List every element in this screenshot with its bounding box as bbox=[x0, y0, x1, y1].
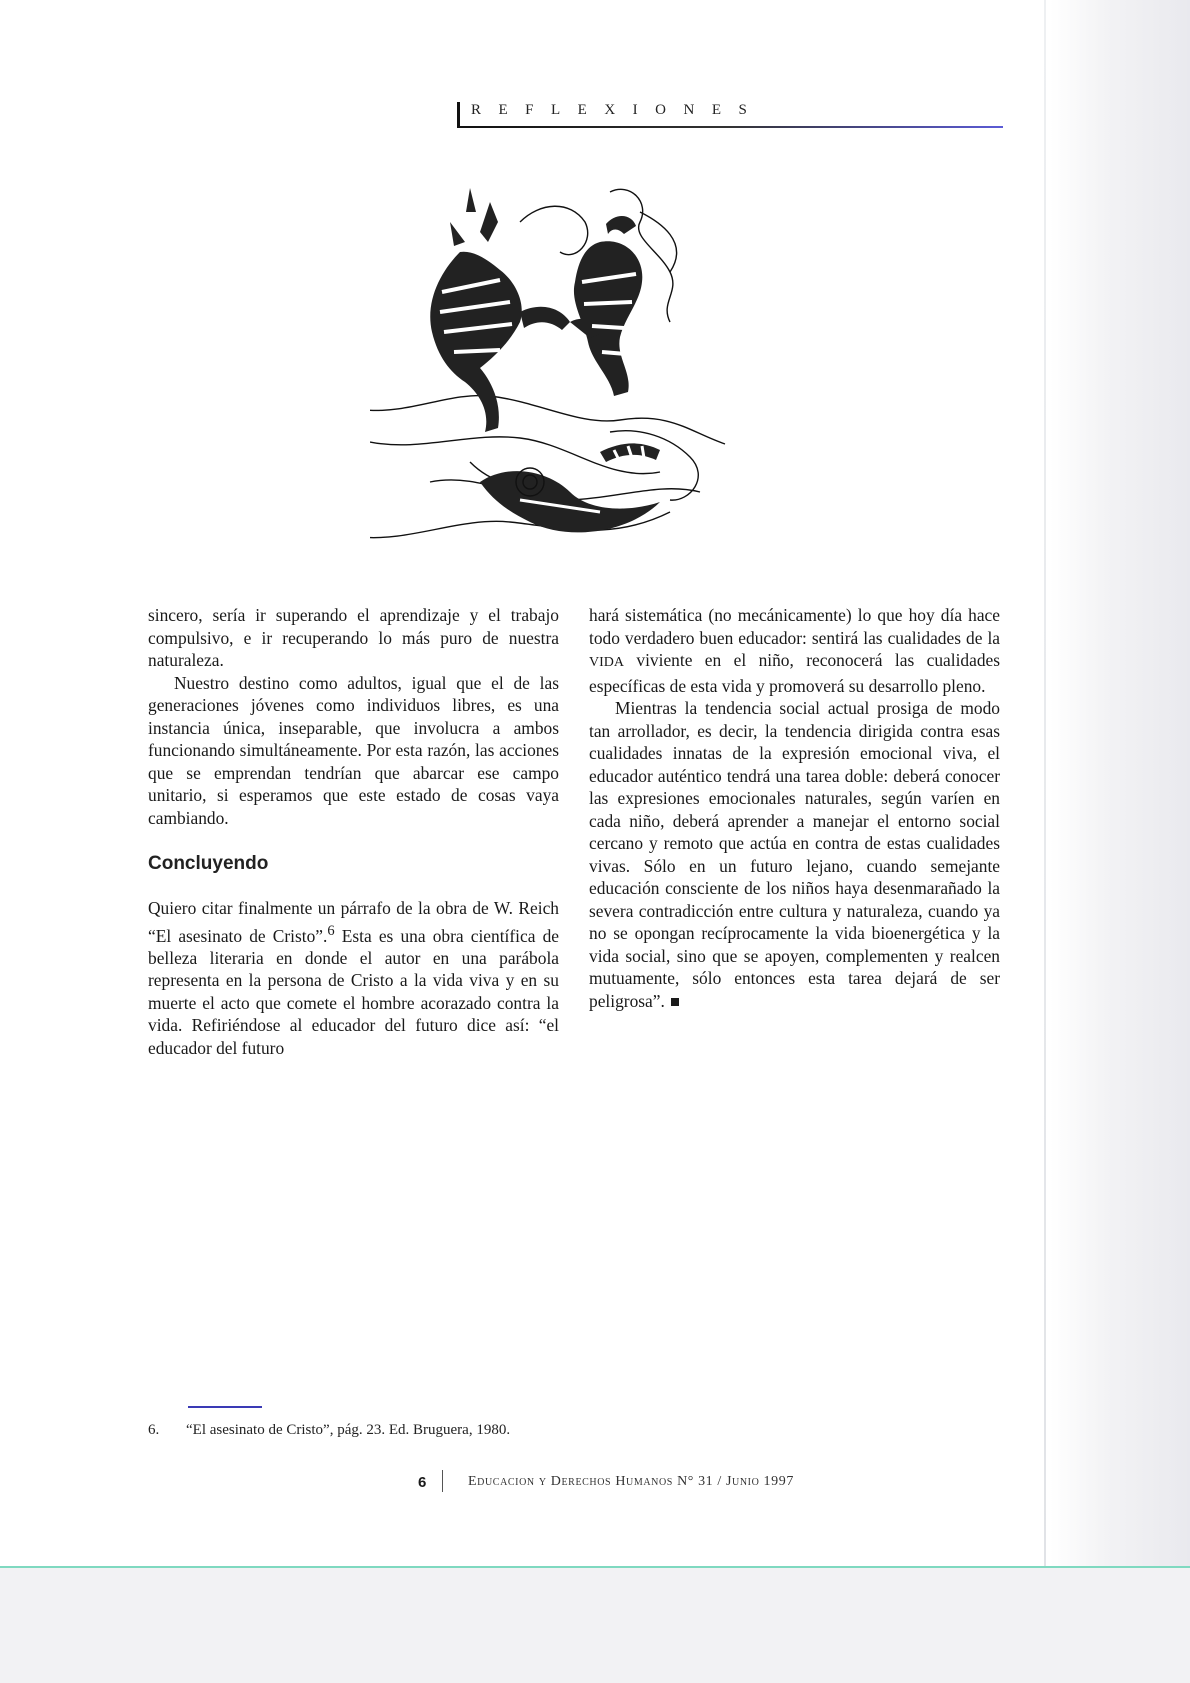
header-rule bbox=[457, 126, 1003, 128]
closing-text: Mientras la tendencia social actual prosiga de modo tan arrollador, es decir, la tendencia dirigida contra esas cualidades innatas de la expresión emocional viva, el educador auténtico tendrá una tarea doble: deberá conocer las expresiones emocionales naturales, según varíen en cada niño, deberá aprender a manejar el entorno social cercano y remoto que actúa en contra de estas cualidades vivas. Sólo en un futuro lejano, cuando semejante educación consciente de los niños haya desenmarañado la severa contradicción entre cultura y naturaleza, cuando ya no se opongan recíprocamente la vida bioenergética y la vida social, sino que se apoyen, complementen y realcen mutuamente, sólo entonces esta tarea dejará de ser peligrosa”. bbox=[589, 698, 1000, 1011]
paragraph-start: hará sistemática (no mecánicamente) lo que hoy día hace todo verdadero buen educador: sentirá las cualidades de la bbox=[589, 605, 1000, 648]
scan-edge-shadow bbox=[1050, 0, 1190, 1683]
footnote-rule bbox=[188, 1406, 262, 1408]
quote-paragraph-start: Quiero citar finalmente un párrafo de la obra de W. Reich “El asesinato de Cristo”. bbox=[148, 898, 559, 946]
scan-edge-line bbox=[1044, 0, 1046, 1683]
paragraph: sincero, sería ir superando el aprendizaje y el trabajo compulsivo, e ir recuperando lo más puro de nuestra naturaleza. bbox=[148, 605, 559, 670]
quote-paragraph-end: Esta es una obra científica de belleza literaria en donde el autor en una parábola representa en la persona de Cristo a la vida viva y en su muerte el acto que comete el hombre acorazado contra la vida. Refiriéndose al educador del futuro dice así: “el educador del futuro bbox=[148, 925, 559, 1058]
left-column bbox=[148, 604, 559, 1059]
footnote-text: “El asesinato de Cristo”, pág. 23. Ed. Bruguera, 1980. bbox=[186, 1422, 511, 1438]
footnote-ref: 6 bbox=[327, 922, 335, 939]
abstract-dancing-figures-illustration bbox=[370, 182, 770, 582]
section-label: REFLEXIONES bbox=[471, 102, 765, 118]
header-bar bbox=[457, 102, 460, 126]
footnote bbox=[148, 1422, 510, 1439]
footnote-number: 6. bbox=[148, 1422, 160, 1438]
journal-name: Educacion y Derechos Humanos N° 31 / Junio 1997 bbox=[468, 1474, 794, 1489]
folio-separator bbox=[442, 1470, 443, 1492]
section-heading: Concluyendo bbox=[148, 853, 269, 874]
page-number: 6 bbox=[418, 1474, 427, 1491]
quote-paragraph bbox=[148, 897, 559, 1059]
running-header bbox=[457, 96, 1003, 130]
paragraph bbox=[589, 697, 1000, 1012]
right-column bbox=[589, 604, 1000, 1012]
vida-term: VIDA bbox=[589, 655, 624, 670]
scan-bottom-band bbox=[0, 1568, 1190, 1683]
paragraph bbox=[589, 604, 1000, 697]
paragraph: Nuestro destino como adultos, igual que el de las generaciones jóvenes como individuos libres, es una instancia única, inseparable, que involucra a ambos funcionando simultáneamente. Por esta razón, las acciones que se emprendan tendrían que abarcar ese campo unitario, si esperamos que este estado de cosas vaya cambiando. bbox=[148, 672, 559, 828]
paragraph-end: viviente en el niño, reconocerá las cualidades específicas de esta vida y promoverá su desarrollo pleno. bbox=[589, 650, 1000, 696]
end-of-article-mark bbox=[671, 998, 679, 1006]
